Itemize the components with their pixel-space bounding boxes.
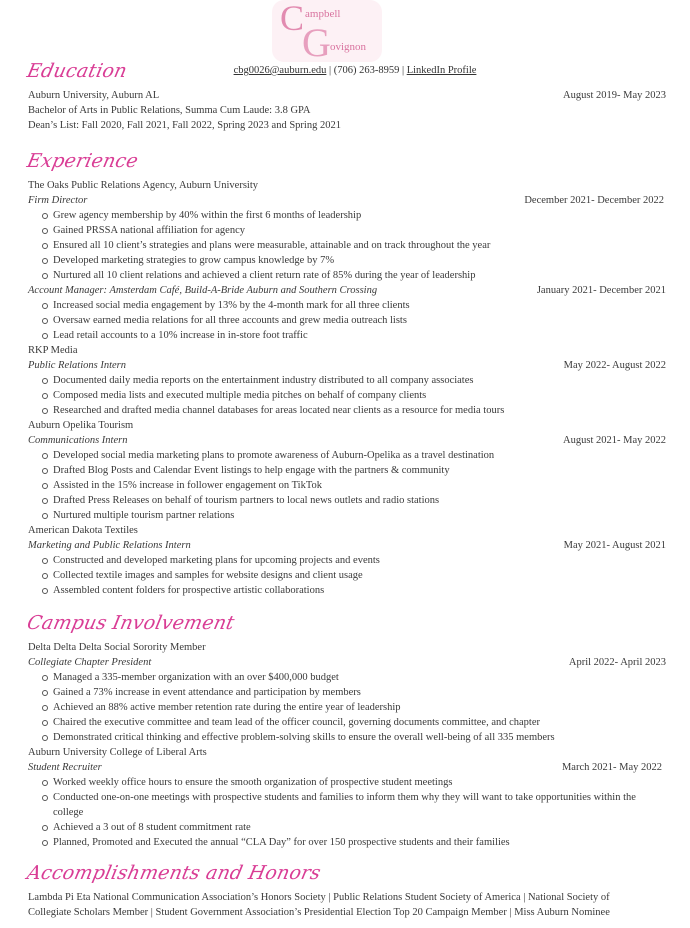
list-item: Documented daily media reports on the entertainment industry distributed to all company associates (53, 373, 666, 388)
section-heading-education: Education (25, 60, 130, 82)
list-item: Gained a 73% increase in event attendance and participation by members (53, 685, 666, 700)
education-deans-list: Dean’s List: Fall 2020, Fall 2021, Fall 2022, Spring 2023 and Spring 2021 (28, 120, 341, 131)
role-dates: January 2021- December 2021 (536, 285, 666, 296)
section-heading-accomplishments: Accomplishments and Honors (25, 862, 323, 884)
org-name: Delta Delta Delta Social Sorority Member (28, 642, 206, 653)
role-dates: August 2021- May 2022 (563, 435, 666, 446)
role-dates: March 2021- May 2022 (561, 762, 662, 773)
contact-separator: | (326, 65, 334, 76)
list-item: Nurtured multiple tourism partner relations (53, 508, 666, 523)
phone-number: (706) 263-8959 (333, 65, 400, 76)
list-item: Developed marketing strategies to grow campus knowledge by 7% (53, 253, 666, 268)
logo-initial-c: C (280, 0, 305, 38)
education-row (28, 88, 666, 103)
role-title: Firm Director (28, 195, 88, 206)
org-name: American Dakota Textiles (28, 525, 138, 536)
org-name: RKP Media (28, 345, 78, 356)
role-title: Collegiate Chapter President (28, 657, 152, 668)
monogram-logo-graphic (272, 0, 382, 62)
list-item: Managed a 335-member organization with an over $400,000 budget (53, 670, 666, 685)
list-item: Assisted in the 15% increase in follower engagement on TikTok (53, 478, 666, 493)
list-item: Drafted Blog Posts and Calendar Event listings to help engage with the partners & community (53, 463, 666, 478)
org-name: Auburn University College of Liberal Arts (28, 747, 207, 758)
list-item: Chaired the executive committee and team lead of the officer council, governing documents committee, and chapter (53, 715, 666, 730)
list-item: Achieved an 88% active member retention rate during the entire year of leadership (53, 700, 666, 715)
role-title: Communications Intern (28, 435, 128, 446)
role-title: Account Manager: Amsterdam Café, Build-A-Bride Auburn and Southern Crossing (28, 285, 378, 296)
list-item: Planned, Promoted and Executed the annual “CLA Day” for over 150 prospective students and their families (53, 835, 666, 850)
logo-first-name: ampbell (305, 8, 341, 20)
role-row (28, 655, 666, 670)
section-heading-campus-involvement: Campus Involvement (25, 612, 237, 634)
list-item: Drafted Press Releases on behalf of tourism partners to local news outlets and radio stations (53, 493, 666, 508)
role-dates: May 2021- August 2021 (563, 540, 666, 551)
linkedin-link[interactable]: LinkedIn Profile (406, 65, 477, 76)
email-link[interactable]: cbg0026@auburn.edu (233, 65, 327, 76)
list-item: Achieved a 3 out of 8 student commitment rate (53, 820, 666, 835)
contact-separator: | (399, 65, 407, 76)
role-title: Marketing and Public Relations Intern (28, 540, 191, 551)
education-school: Auburn University, Auburn AL (28, 90, 160, 101)
education-degree: Bachelor of Arts in Public Relations, Summa Cum Laude: 3.8 GPA (28, 105, 311, 116)
org-name: The Oaks Public Relations Agency, Auburn University (28, 180, 258, 191)
logo-last-name: ovignon (330, 41, 367, 53)
list-item: Lead retail accounts to a 10% increase in in-store foot traffic (53, 328, 666, 343)
role-row (28, 283, 666, 298)
role-row (28, 193, 664, 208)
list-item: Oversaw earned media relations for all three accounts and grew media outreach lists (53, 313, 666, 328)
role-dates: December 2021- December 2022 (524, 195, 664, 206)
list-item: Ensured all 10 client’s strategies and plans were measurable, attainable and on track throughout the year (53, 238, 666, 253)
list-item: Conducted one-on-one meetings with prospective students and families to inform them why they will want to take opportunities within the college (53, 790, 666, 820)
org-name: Auburn Opelika Tourism (28, 420, 134, 431)
education-dates: August 2019- May 2023 (563, 90, 666, 101)
list-item: Nurtured all 10 client relations and achieved a client return rate of 85% during the year of leadership (53, 268, 666, 283)
list-item: Developed social media marketing plans to promote awareness of Auburn-Opelika as a travel destination (53, 448, 666, 463)
list-item: Worked weekly office hours to ensure the smooth organization of prospective student meetings (53, 775, 666, 790)
list-item: Demonstrated critical thinking and effective problem-solving skills to ensure the overall well-being of all 335 members (53, 730, 666, 745)
role-row (28, 538, 666, 553)
logo-initial-g: G (302, 20, 331, 62)
list-item: Researched and drafted media channel databases for areas located near clients as a resource for media tours (53, 403, 666, 418)
section-heading-experience: Experience (25, 150, 141, 172)
role-row (28, 358, 666, 373)
honors-text: Lambda Pi Eta National Communication Association’s Honors Society | Public Relations Student Society of America | National Society of Collegiate Scholars Member | Student Government Association’s Presidential Election Top 20 Campaign Member | Miss Auburn Nominee (28, 892, 610, 918)
role-row (28, 760, 662, 775)
role-row (28, 433, 666, 448)
role-dates: April 2022- April 2023 (568, 657, 666, 668)
list-item: Grew agency membership by 40% within the first 6 months of leadership (53, 208, 666, 223)
list-item: Gained PRSSA national affiliation for agency (53, 223, 666, 238)
list-item: Increased social media engagement by 13% by the 4-month mark for all three clients (53, 298, 666, 313)
monogram-logo (272, 0, 382, 62)
role-dates: May 2022- August 2022 (563, 360, 666, 371)
list-item: Assembled content folders for prospective artistic collaborations (53, 583, 666, 598)
list-item: Constructed and developed marketing plans for upcoming projects and events (53, 553, 666, 568)
role-title: Student Recruiter (28, 762, 102, 773)
role-title: Public Relations Intern (28, 360, 126, 371)
list-item: Collected textile images and samples for website designs and client usage (53, 568, 666, 583)
list-item: Composed media lists and executed multiple media pitches on behalf of company clients (53, 388, 666, 403)
